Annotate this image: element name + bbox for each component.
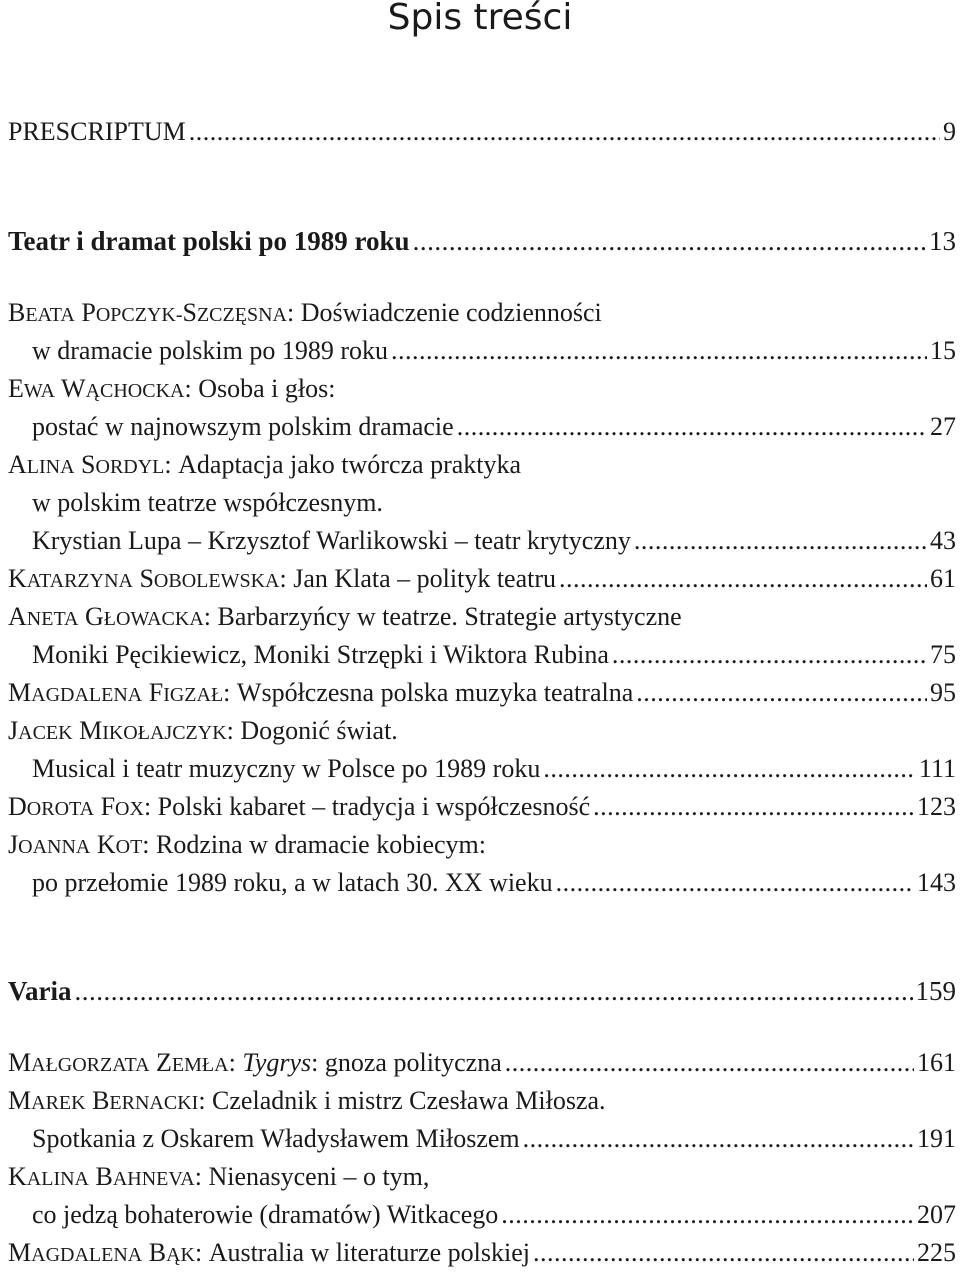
author-name: KALINA BAHNEVA:: [8, 1162, 209, 1191]
page-number: 143: [917, 868, 956, 897]
leader-dots: [523, 1121, 914, 1157]
entry-title: Doświadczenie codzienności: [300, 298, 602, 327]
entry-title-continued: postać w najnowszym polskim dramacie: [32, 412, 454, 441]
toc-entry-line[interactable]: [8, 447, 956, 483]
page-number: 95: [930, 678, 956, 707]
author-name: ALINA SORDYL:: [8, 450, 179, 479]
entry-title: Jan Klata – polityk teatru: [293, 564, 557, 593]
toc-entry-line[interactable]: [8, 371, 956, 407]
toc-entry-line[interactable]: [32, 523, 956, 559]
entry-title-continued: po przełomie 1989 roku, a w latach 30. XX wieku: [32, 868, 553, 897]
toc-entry-line[interactable]: [8, 1159, 956, 1195]
toc-entry-line[interactable]: [8, 1235, 956, 1271]
toc-entry-line[interactable]: [32, 1121, 956, 1157]
entry-title: PRESCRIPTUM: [8, 117, 186, 146]
leader-dots: [634, 523, 927, 559]
author-name: MAGDALENA BĄK:: [8, 1238, 209, 1267]
entry-title: Rodzina w dramacie kobiecym:: [156, 830, 486, 859]
toc-entry-line[interactable]: [32, 751, 956, 787]
toc-entry-line[interactable]: [8, 561, 956, 597]
entry-title-continued: Moniki Pęcikiewicz, Moniki Strzępki i Wiktora Rubina: [32, 640, 609, 669]
toc-entry-line[interactable]: [8, 1083, 956, 1119]
entry-title: : gnoza polityczna: [311, 1048, 502, 1077]
leader-dots: [505, 1045, 914, 1081]
page-number: 43: [930, 526, 956, 555]
page-number: 111: [918, 754, 956, 783]
page-number: 123: [917, 792, 956, 821]
entry-title: Adaptacja jako twórcza praktyka: [178, 450, 522, 479]
leader-dots: [559, 561, 927, 597]
entry-title: Dogonić świat.: [240, 716, 398, 745]
leader-dots: [543, 751, 916, 787]
entry-title-continued: co jedzą bohaterowie (dramatów) Witkacego: [32, 1200, 499, 1229]
page-number: 9: [943, 117, 956, 146]
toc-entry-line[interactable]: [8, 1045, 956, 1081]
toc-entry-line[interactable]: [32, 485, 956, 521]
entry-title: Australia w literaturze polskiej: [208, 1238, 530, 1267]
page-number: 207: [917, 1200, 956, 1229]
entry-title: Barbarzyńcy w teatrze. Strategie artystyczne: [217, 602, 682, 631]
toc-entry-line[interactable]: [8, 713, 956, 749]
entry-title-continued: Krystian Lupa – Krzysztof Warlikowski – teatr krytyczny: [32, 526, 631, 555]
toc-entry-line[interactable]: [8, 789, 956, 825]
toc-entry-line[interactable]: [32, 409, 956, 445]
entry-title: Osoba i głos:: [198, 374, 336, 403]
leader-dots: [391, 333, 927, 369]
toc-section-heading[interactable]: [8, 973, 956, 1009]
author-name: KATARZYNA SOBOLEWSKA:: [8, 564, 294, 593]
author-name: MAGDALENA FIGZAŁ:: [8, 678, 237, 707]
section-title: Varia: [8, 976, 72, 1006]
leader-dots: [556, 865, 914, 901]
author-name: DOROTA FOX:: [8, 792, 158, 821]
page-number: 15: [930, 336, 956, 365]
leader-dots: [413, 223, 926, 259]
entry-title-continued: w polskim teatrze współczesnym.: [32, 488, 383, 517]
leader-dots: [189, 114, 940, 150]
page-number: 225: [917, 1238, 956, 1267]
entry-title: Współczesna polska muzyka teatralna: [236, 678, 634, 707]
leader-dots: [533, 1235, 914, 1271]
leader-dots: [612, 637, 927, 673]
toc-section-heading[interactable]: [8, 223, 956, 259]
leader-dots: [593, 789, 914, 825]
page-number: 159: [915, 976, 956, 1006]
author-name: MAŁGORZATA ZEMŁA:: [8, 1048, 243, 1077]
leader-dots: [457, 409, 927, 445]
entry-title: Nienasyceni – o tym,: [208, 1162, 430, 1191]
page-number: 27: [930, 412, 956, 441]
toc-entry-line[interactable]: [8, 295, 956, 331]
author-name: MAREK BERNACKI:: [8, 1086, 213, 1115]
toc-entry-line[interactable]: [32, 865, 956, 901]
author-name: ANETA GŁOWACKA:: [8, 602, 218, 631]
author-name: EWA WĄCHOCKA:: [8, 374, 199, 403]
leader-dots: [636, 675, 927, 711]
leader-dots: [75, 973, 913, 1009]
leader-dots: [501, 1197, 914, 1233]
entry-title: Czeladnik i mistrz Czesława Miłosza.: [212, 1086, 606, 1115]
entry-title-continued: w dramacie polskim po 1989 roku: [32, 336, 388, 365]
page-number: 61: [930, 564, 956, 593]
section-title: Teatr i dramat polski po 1989 roku: [8, 226, 410, 256]
toc-entry-line[interactable]: [32, 637, 956, 673]
toc-entry-line[interactable]: [8, 675, 956, 711]
toc-entry-line[interactable]: [8, 827, 956, 863]
page-number: 75: [930, 640, 956, 669]
page-title: Spis treści: [387, 0, 573, 38]
entry-title-continued: Musical i teatr muzyczny w Polsce po 1989 roku: [32, 754, 541, 783]
page-number: 13: [929, 226, 956, 256]
entry-title-continued: Spotkania z Oskarem Władysławem Miłoszem: [32, 1124, 520, 1153]
author-name: JACEK MIKOŁAJCZYK:: [8, 716, 241, 745]
page-number: 191: [917, 1124, 956, 1153]
toc-entry-line[interactable]: [32, 333, 956, 369]
author-name: BEATA POPCZYK-SZCZĘSNA:: [8, 298, 301, 327]
toc-entry-line[interactable]: [32, 1197, 956, 1233]
entry-title: Polski kabaret – tradycja i współczesność: [157, 792, 591, 821]
author-name: JOANNA KOT:: [8, 830, 157, 859]
page-number: 161: [917, 1048, 956, 1077]
toc-entry-line[interactable]: [8, 599, 956, 635]
entry-title-italic: Tygrys: [242, 1048, 312, 1077]
toc-entry-prescriptum[interactable]: [8, 114, 956, 150]
